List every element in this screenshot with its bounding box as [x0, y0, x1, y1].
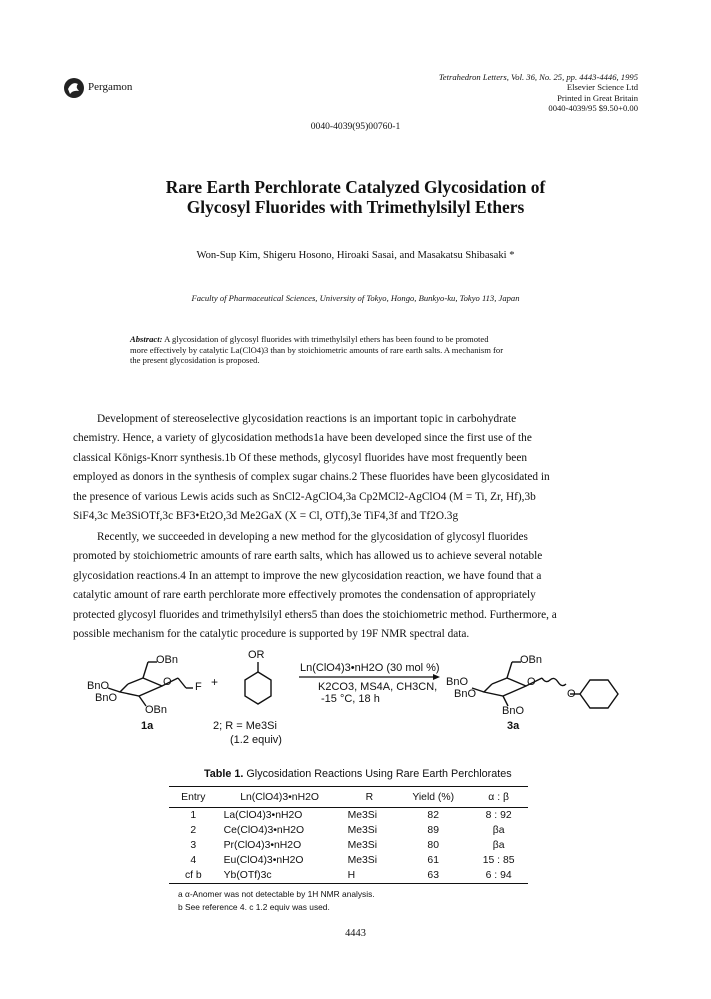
- label-o-ring-1: O: [163, 676, 172, 688]
- table-caption-text: Glycosidation Reactions Using Rare Earth Perchlorates: [246, 768, 512, 780]
- table-footnote-a: a α-Anomer was not detectable by 1H NMR analysis.: [178, 889, 375, 899]
- table-caption: [204, 768, 512, 780]
- label-bno-3: BnO: [446, 676, 469, 688]
- affiliation: Faculty of Pharmaceutical Sciences, University of Tokyo, Hongo, Bunkyo-ku, Tokyo 113, Japan: [191, 293, 520, 303]
- journal-printed: Printed in Great Britain: [557, 92, 638, 103]
- label-bno-4: BnO: [454, 688, 477, 700]
- label-plus: +: [211, 675, 219, 689]
- title-line-1: Rare Earth Perchlorate Catalyzed Glycosidation of: [165, 177, 546, 197]
- label-obn-1: OBn: [156, 654, 179, 666]
- p1-line: SiF4,3c Me3SiOTf,3c BF3•Et2O,3d Me2GaX (X = Cl, OTf),3e TiF4,3f and Tf2O.3g: [73, 510, 459, 523]
- table-footnote-bc: b See reference 4. c 1.2 equiv was used.: [178, 902, 330, 912]
- paragraph-2: [73, 528, 643, 644]
- p2-line: glycosidation reactions.4 In an attempt to improve the new glycosidation reaction, we have found that a: [73, 569, 542, 582]
- abstract-line-1: Abstract: A glycosidation of glycosyl fluorides with trimethylsilyl ethers has been found to be promoted: [130, 334, 489, 344]
- abstract-line-2: more effectively by catalytic La(ClO4)3 than by stoichiometric amounts of rare earth salts. A mechanism for: [130, 344, 504, 355]
- p1-line: employed as donors in the synthesis of complex sugar chains.2 These fluorides have been glycosidated in: [73, 471, 550, 484]
- glycosyl-fluoride-ring: [108, 662, 193, 706]
- paragraph-1: [73, 410, 643, 526]
- label-o-ring-2: O: [527, 676, 536, 688]
- table-header-row: [169, 787, 528, 808]
- header-entry: Entry: [181, 791, 206, 803]
- table-row: 2 Ce(ClO4)3•nH2O Me3Si 89 βa: [190, 825, 505, 836]
- results-table: [169, 786, 528, 884]
- table-row: 3 Pr(ClO4)3•nH2O Me3Si 80 βa: [190, 840, 505, 851]
- p1-line: Development of stereoselective glycosidation reactions is an important topic in carbohydrate: [97, 413, 517, 425]
- label-obn-3: OBn: [520, 654, 543, 666]
- journal-publisher: Elsevier Science Ltd: [566, 82, 638, 93]
- header-catalyst: Ln(ClO4)3•nH2O: [240, 791, 319, 803]
- header-yield: Yield (%): [412, 791, 455, 803]
- p2-line: catalytic amount of rare earth perchlorate more effectively promotes the condensation of appropriately: [73, 589, 536, 602]
- label-conditions-1: K2CO3, MS4A, CH3CN,: [318, 681, 438, 693]
- table-caption-label: Table 1.: [204, 768, 244, 780]
- reaction-arrow: [299, 674, 440, 680]
- p2-line: possible mechanism for the catalytic procedure is supported by 19F NMR spectral data.: [73, 628, 470, 641]
- label-bno-2: BnO: [95, 692, 118, 704]
- p2-line: Recently, we succeeded in developing a new method for the glycosidation of glycosyl fluorides: [97, 531, 528, 543]
- p1-line: chemistry. Hence, a variety of glycosidation methods1a have been developed since the first use of the: [73, 432, 532, 445]
- table-row: 1 La(ClO4)3•nH2O Me3Si 82 8 : 92: [190, 810, 512, 821]
- label-o-link: O: [567, 688, 576, 700]
- cyclohexane-ring-2: [245, 662, 271, 704]
- journal-info: [318, 72, 638, 114]
- abstract-line-3: the present glycosidation is proposed.: [130, 355, 260, 366]
- label-bno-5: BnO: [502, 705, 525, 717]
- label-or: OR: [248, 649, 265, 661]
- publisher-name: Pergamon: [88, 81, 133, 93]
- pergamon-logo: [64, 78, 84, 98]
- authors: Won-Sup Kim, Shigeru Hosono, Hiroaki Sasai, and Masakatsu Shibasaki *: [196, 250, 515, 261]
- title-line-2: Glycosyl Fluorides with Trimethylsilyl Ethers: [186, 197, 525, 217]
- label-compound-3a: 3a: [507, 720, 520, 732]
- header-ratio: α : β: [488, 791, 509, 803]
- p1-line: the presence of various Lewis acids such as SnCl2-AgClO4,3a Cp2MCl2-AgClO4 (M = Ti, Zr, Hf),3b: [73, 490, 536, 503]
- abstract: [130, 334, 590, 366]
- article-title: [0, 177, 711, 217]
- label-compound-2: 2; R = Me3Si: [213, 720, 277, 732]
- label-conditions-2: -15 °C, 18 h: [321, 693, 380, 705]
- table-row: cf b Yb(OTf)3c H 63 6 : 94: [169, 868, 528, 884]
- glycoside-product-ring: [472, 662, 580, 706]
- reaction-scheme: [0, 648, 711, 758]
- cyclohexane-ring-3a: [580, 680, 618, 708]
- page-number: 4443: [345, 928, 366, 939]
- p1-line: classical Königs-Knorr synthesis.1b Of these methods, glycosyl fluorides have most frequently been: [73, 451, 527, 464]
- label-bno-1: BnO: [87, 680, 110, 692]
- p2-line: protected glycosyl fluorides and trimethylsilyl ethers5 than does the stoichiometric method. Furthermore, a: [73, 608, 557, 621]
- journal-price: 0040-4039/95 $9.50+0.00: [548, 103, 638, 114]
- label-reagent: Ln(ClO4)3•nH2O (30 mol %): [300, 662, 440, 674]
- journal-citation: Tetrahedron Letters, Vol. 36, No. 25, pp. 4443-4446, 1995: [438, 72, 638, 82]
- p2-line: promoted by stoichiometric amounts of rare earth salts, which has allowed us to achieve several notable: [73, 550, 543, 563]
- label-obn-2: OBn: [145, 704, 168, 716]
- label-equiv: (1.2 equiv): [230, 734, 282, 746]
- label-fluoride: F: [195, 681, 202, 693]
- doi-line: 0040-4039(95)00760-1: [310, 121, 401, 132]
- label-compound-1a: 1a: [141, 720, 154, 732]
- abstract-label: Abstract:: [130, 334, 163, 344]
- header-r: R: [365, 791, 374, 803]
- table-row: 4 Eu(ClO4)3•nH2O Me3Si 61 15 : 85: [190, 855, 515, 866]
- pergamon-logo-icon: [64, 78, 84, 98]
